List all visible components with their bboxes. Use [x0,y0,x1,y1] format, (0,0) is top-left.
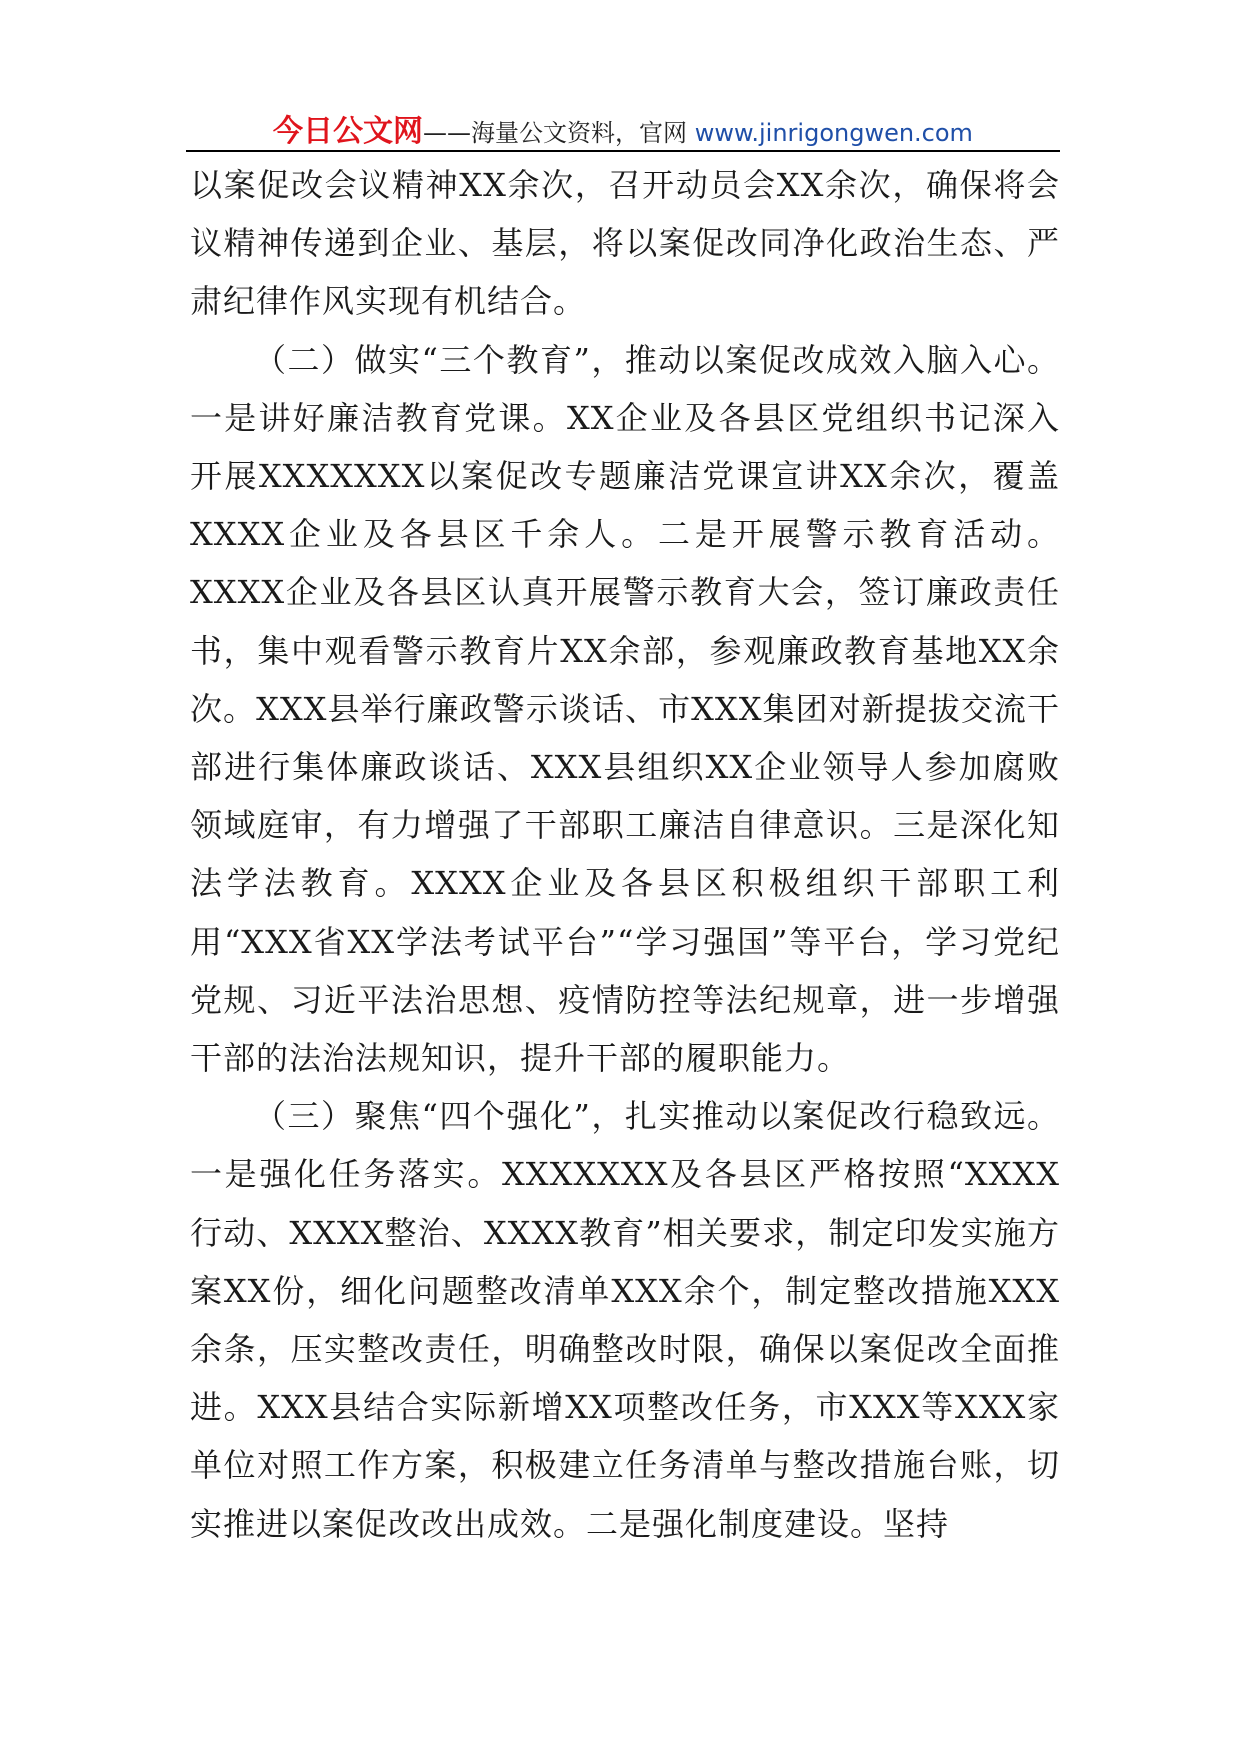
site-brand[interactable]: 今日公文网 [273,114,424,149]
paragraph-section-3: （三）聚焦“四个强化”，扎实推动以案促改行稳致远。一是强化任务落实。XXXXXXX及各县区严格按照“XXXX行动、XXXX整治、XXXX教育”相关要求，制定印发实施方案XX份，细化问题整改清单XXX余个，制定整改措施XXX余条，压实整改责任，明确整改时限，确保以案促改全面推进。XXX县结合实际新增XX项整改任务，市XXX等XXX家单位对照工作方案，积极建立任务清单与整改措施台账，切实推进以案促改改出成效。二是强化制度建设。坚持 [190,1097,1060,1543]
paragraph-section-2: （二）做实“三个教育”，推动以案促改成效入脑入心。一是讲好廉洁教育党课。XX企业及各县区党组织书记深入开展XXXXXXX以案促改专题廉洁党课宣讲XX余次，覆盖XXXX企业及各县区千余人。二是开展警示教育活动。XXXX企业及各县区认真开展警示教育大会，签订廉政责任书，集中观看警示教育片XX余部，参观廉政教育基地XX余次。XXX县举行廉政警示谈话、市XXX集团对新提拔交流干部进行集体廉政谈话、XXX县组织XX企业领导人参加腐败领域庭审，有力增强了干部职工廉洁自律意识。三是深化知法学法教育。XXXX企业及各县区积极组织干部职工利用“XXX省XX学法考试平台”“学习强国”等平台，学习党纪党规、习近平法治思想、疫情防控等法纪规章，进一步增强干部的法治法规知识，提升干部的履职能力。 [190,340,1060,1078]
paragraph-continuation: 以案促改会议精神XX余次，召开动员会XX余次，确保将会议精神传递到企业、基层，将以案促改同净化政治生态、严肃纪律作风实现有机结合。 [190,166,1060,321]
site-tagline: ——海量公文资料，官网 [423,119,695,147]
document-body [190,156,1060,1553]
site-url-link[interactable]: www.jinrigongwen.com [694,119,973,147]
page-header [186,106,1060,152]
